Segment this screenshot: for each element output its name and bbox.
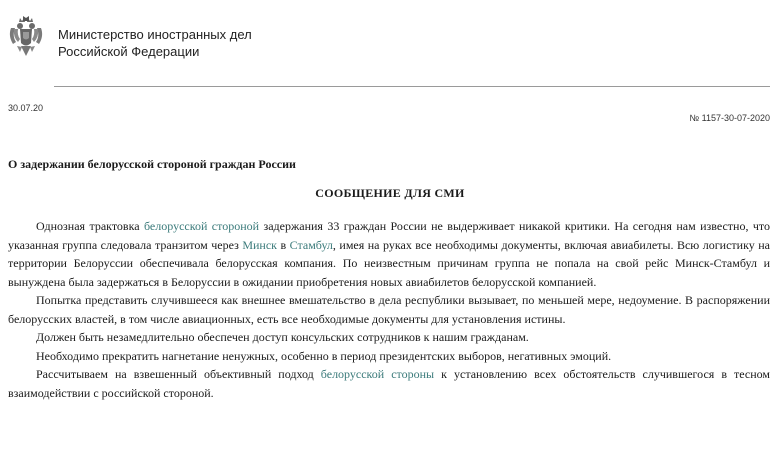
link-minsk[interactable]: Минск bbox=[242, 237, 277, 252]
header-divider bbox=[54, 86, 770, 87]
org-name-line1: Министерство иностранных дел bbox=[58, 27, 252, 42]
paragraph-1-text-b: задержания 33 граждан России не выдерживает никакой критики. На сегодня нам известно, что указанная группа следовала транзитом через bbox=[8, 219, 770, 252]
document-date: 30.07.20 bbox=[8, 103, 44, 113]
paragraph-1-text-a: Однозная трактовка bbox=[36, 219, 144, 233]
paragraph-1-text-d: , имея на руках все необходимы документы, включая авиабилеты. Всю логистику на территории Белоруссии обеспечивала белорусская компания. По неизвестным причинам группа не попала на свой рейс Минск-Стамбул и вынуждена была задержаться в Белоруссии в ожидании приобретения новых авиабилетов белорусской компанией. bbox=[8, 237, 770, 289]
org-name bbox=[58, 26, 252, 60]
document-subtitle: СООБЩЕНИЕ ДЛЯ СМИ bbox=[315, 186, 465, 200]
double-headed-eagle-icon bbox=[8, 16, 44, 60]
paragraph-1-text-c: в bbox=[276, 237, 290, 252]
document-number: № 1157-30-07-2020 bbox=[689, 113, 770, 123]
link-belarusian-side-2[interactable]: белорусской стороны bbox=[320, 367, 435, 381]
paragraph-2: Попытка представить случившееся как внешнее вмешательство в дела республики вызывает, по меньшей мере, недоумение. В распоряжении белорусских властей, в том числе авиационных, есть все необходимые документы для установления истины. bbox=[8, 293, 770, 326]
org-name-line2: Российской Федерации bbox=[58, 44, 200, 59]
paragraph-5-text-b: к установлению всех обстоятельств случившегося в тесном взаимодействии с российской стороной. bbox=[8, 367, 770, 400]
document-title: О задержании белорусской стороной граждан России bbox=[8, 157, 296, 171]
link-belarusian-side[interactable]: белорусской стороной bbox=[143, 219, 260, 233]
paragraph-1 bbox=[8, 217, 770, 291]
paragraph-5-text-a: Рассчитываем на взвешенный объективный подход bbox=[36, 367, 321, 381]
document-body bbox=[8, 217, 770, 402]
paragraph-4: Необходимо прекратить нагнетание ненужных, особенно в период президентских выборов, негативных эмоций. bbox=[36, 348, 612, 363]
link-istanbul[interactable]: Стамбул bbox=[289, 237, 333, 252]
paragraph-5 bbox=[8, 365, 770, 402]
page-header bbox=[8, 16, 252, 68]
paragraph-3: Должен быть незамедлительно обеспечен доступ консульских сотрудников к нашим гражданам. bbox=[36, 330, 529, 344]
